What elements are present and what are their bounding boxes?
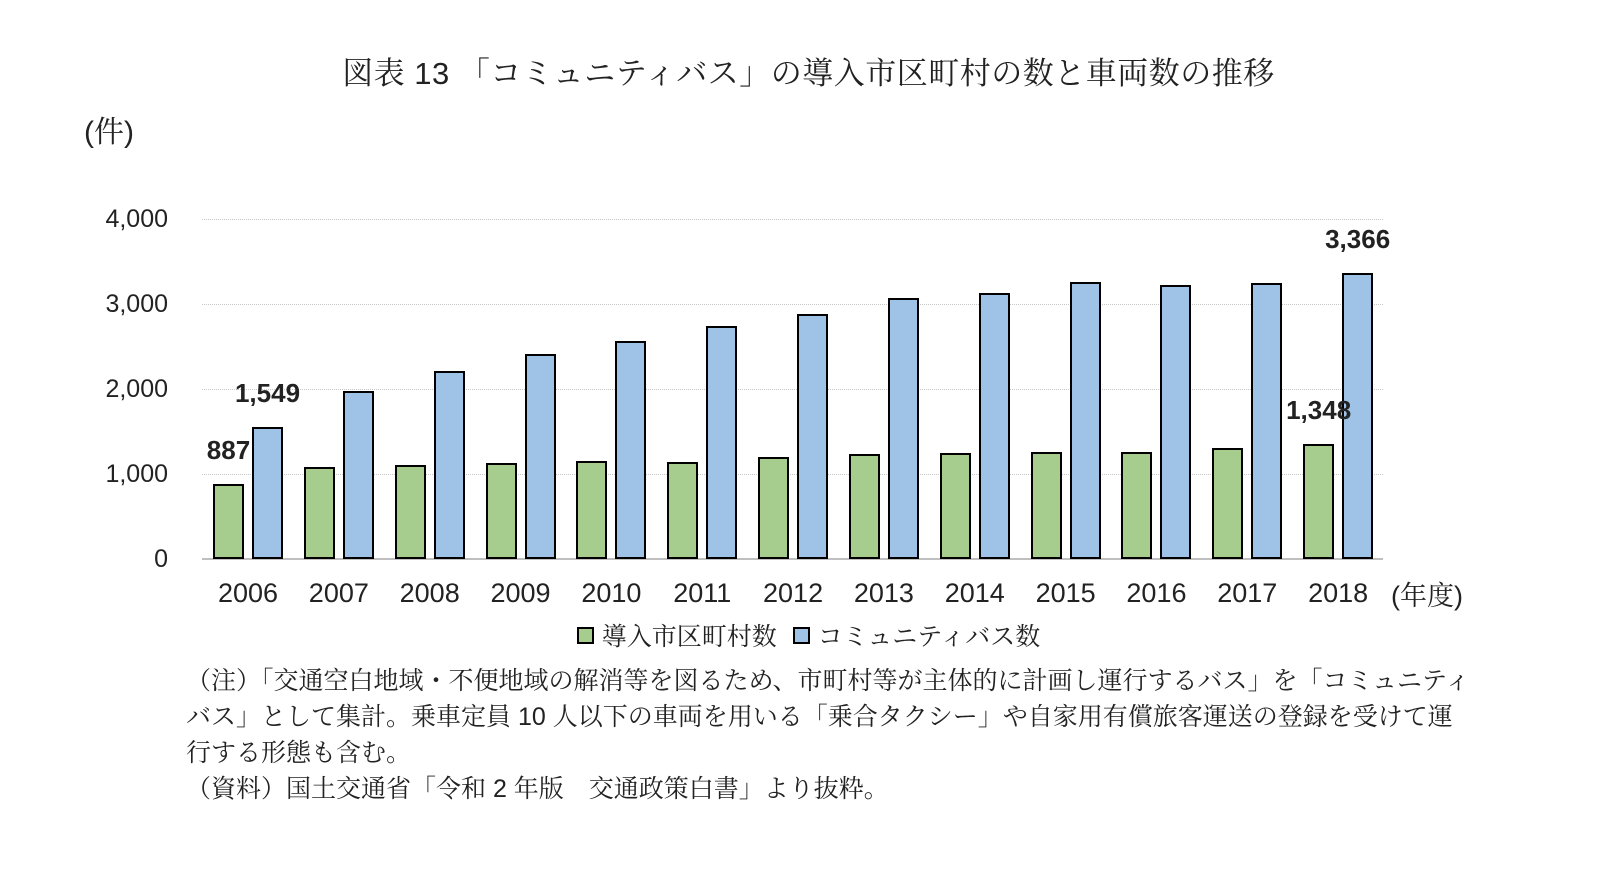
legend-swatch-icon [793, 627, 810, 644]
x-tick-label-2007: 2007 [308, 578, 369, 608]
x-tick-label-2006: 2006 [217, 578, 279, 608]
bar-コミュニティバス数-2013 [888, 298, 919, 559]
y-tick-label-1000: 1,000 [105, 460, 168, 488]
bar-導入市区町村数-2007 [304, 467, 335, 559]
legend-label: コミュニティバス数 [817, 623, 1041, 651]
bar-コミュニティバス数-2014 [979, 293, 1010, 559]
plot-area [202, 219, 1383, 559]
bar-導入市区町村数-2014 [940, 453, 971, 559]
y-axis-tick-labels [50, 0, 168, 870]
bar-導入市区町村数-2013 [849, 454, 880, 559]
bar-コミュニティバス数-2006 [252, 427, 283, 559]
bar-導入市区町村数-2008 [395, 465, 426, 559]
note-line-2: バス」として集計。乗車定員 10 人以下の車両を用いる「乗合タクシー」や自家用有償旅客運送の登録を受けて運 [186, 703, 1453, 731]
bar-導入市区町村数-2011 [667, 462, 698, 559]
y-axis-unit-label: (件) [84, 116, 134, 149]
bar-コミュニティバス数-2010 [615, 341, 646, 559]
chart-title: 図表 13 「コミュニティバス」の導入市区町村の数と車両数の推移 [342, 56, 1275, 91]
source-notes [186, 663, 1470, 807]
bar-コミュニティバス数-2017 [1251, 283, 1282, 559]
note-line-3: 行する形態も含む。 [186, 739, 412, 767]
bar-コミュニティバス数-2009 [525, 354, 556, 559]
bar-コミュニティバス数-2016 [1160, 285, 1191, 559]
bar-導入市区町村数-2017 [1212, 448, 1243, 559]
gridline-2000 [202, 389, 1383, 390]
bar-導入市区町村数-2018 [1303, 444, 1334, 559]
legend-swatch-icon [577, 627, 594, 644]
bar-導入市区町村数-2009 [486, 463, 517, 559]
data-label-3,366: 3,366 [1325, 223, 1391, 254]
data-label-1,348: 1,348 [1286, 395, 1352, 426]
x-tick-label-2017: 2017 [1217, 578, 1278, 608]
y-tick-label-4000: 4,000 [105, 205, 168, 233]
x-tick-label-2010: 2010 [581, 578, 642, 608]
x-tick-label-2016: 2016 [1126, 578, 1187, 608]
gridline-3000 [202, 304, 1383, 305]
note-line-1: （注）「交通空白地域・不便地域の解消等を図るため、市町村等が主体的に計画し運行するバス」を「コミュニティ [186, 667, 1471, 695]
y-tick-label-0: 0 [154, 545, 168, 573]
bar-コミュニティバス数-2008 [434, 371, 465, 559]
bar-コミュニティバス数-2011 [706, 326, 737, 559]
y-tick-label-2000: 2,000 [105, 375, 168, 403]
legend-item-コミュニティバス数 [793, 617, 1041, 653]
bar-コミュニティバス数-2015 [1070, 282, 1101, 559]
x-tick-label-2008: 2008 [399, 578, 460, 608]
x-tick-label-2009: 2009 [490, 578, 551, 608]
legend-label: 導入市区町村数 [601, 623, 777, 651]
note-line-4: （資料）国土交通省「令和 2 年版 交通政策白書」より抜粋。 [186, 775, 889, 803]
data-label-887: 887 [206, 434, 251, 465]
x-tick-label-2011: 2011 [673, 578, 732, 608]
x-axis-line [202, 558, 1383, 560]
x-tick-label-2012: 2012 [763, 578, 824, 608]
legend [0, 617, 1617, 653]
bar-コミュニティバス数-2007 [343, 391, 374, 559]
legend-item-導入市区町村数 [577, 617, 777, 653]
bar-導入市区町村数-2012 [758, 457, 789, 559]
gridline-4000 [202, 219, 1383, 220]
bar-導入市区町村数-2016 [1121, 452, 1152, 559]
x-tick-label-2013: 2013 [853, 578, 914, 608]
bar-導入市区町村数-2010 [576, 461, 607, 559]
bar-コミュニティバス数-2012 [797, 314, 828, 559]
y-tick-label-3000: 3,000 [105, 290, 168, 318]
data-label-1,549: 1,549 [234, 378, 301, 409]
gridline-1000 [202, 474, 1383, 475]
bar-導入市区町村数-2006 [213, 484, 244, 559]
x-tick-label-2014: 2014 [944, 578, 1005, 608]
x-axis-unit-label: (年度) [1391, 581, 1463, 611]
x-tick-label-2015: 2015 [1035, 578, 1096, 608]
x-tick-label-2018: 2018 [1308, 578, 1369, 608]
bar-導入市区町村数-2015 [1031, 452, 1062, 559]
